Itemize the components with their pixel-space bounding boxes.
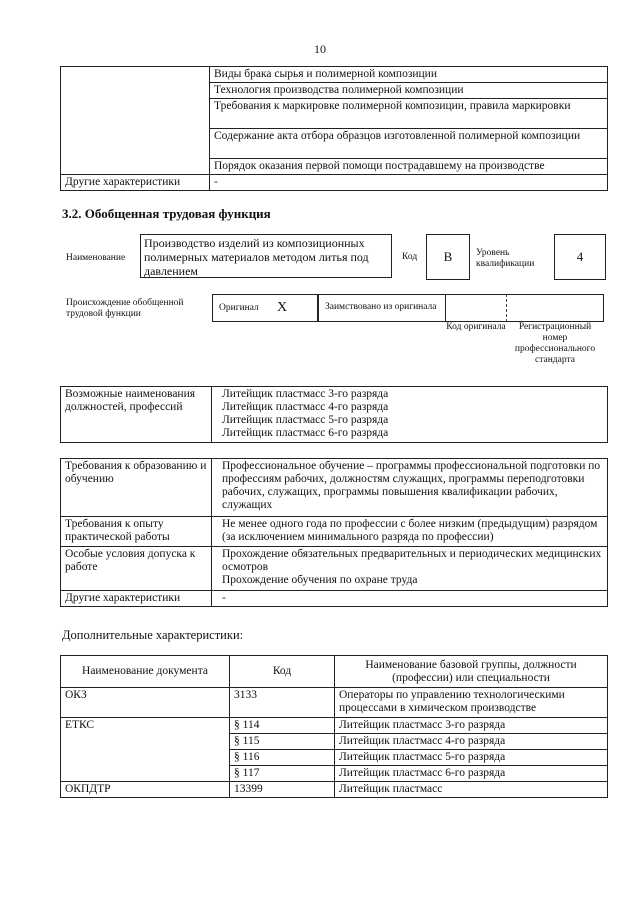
positions-label: Возможные наименования должностей, профессий — [61, 387, 212, 443]
code-cell: § 116 — [230, 750, 335, 766]
position-item: Литейщик пластмасс 6-го разряда — [222, 427, 389, 439]
name-cell: Литейщик пластмасс 4-го разряда — [335, 734, 608, 750]
original-mark: X — [277, 300, 288, 315]
code-label: Код — [402, 252, 418, 262]
additional-title: Дополнительные характеристики: — [62, 628, 244, 642]
other-label: Другие характеристики — [61, 175, 210, 191]
name-cell: Литейщик пластмасс 6-го разряда — [335, 766, 608, 782]
code-caption: Код оригинала — [446, 322, 506, 332]
code-box: В — [426, 234, 470, 280]
req-value — [212, 547, 608, 591]
doc-cell: ЕТКС — [61, 718, 230, 782]
position-item: Литейщик пластмасс 4-го разряда — [222, 401, 389, 413]
top-item: Содержание акта отбора образцов изготовленной полимерной композиции — [210, 129, 608, 159]
level-label: Уровень квалификации — [476, 248, 535, 269]
position-item: Литейщик пластмасс 3-го разряда — [222, 388, 389, 400]
code-cell: § 115 — [230, 734, 335, 750]
req-label: Требования к образованию и обучению — [61, 459, 212, 517]
code-cell: § 117 — [230, 766, 335, 782]
borrowed-box — [318, 294, 446, 322]
header-name: Наименование базовой группы, должности (профессии) или специальности — [335, 656, 608, 688]
requirements-table — [60, 458, 608, 607]
req-value-line: Прохождение обучения по охране труда — [222, 574, 418, 586]
empty-cell — [61, 67, 210, 175]
top-item: Требования к маркировке полимерной композиции, правила маркировки — [210, 99, 608, 129]
top-item: Технология производства полимерной композиции — [210, 83, 608, 99]
origin-code-cell — [446, 294, 506, 322]
section-title: 3.2. Обобщенная трудовая функция — [62, 206, 271, 221]
req-label: Другие характеристики — [61, 591, 212, 607]
origin-reg-cell — [506, 294, 604, 322]
borrowed-label: Заимствовано из оригинала — [325, 302, 437, 312]
page-number: 10 — [314, 42, 326, 56]
top-item: Порядок оказания первой помощи пострадавшему на производстве — [210, 159, 608, 175]
code-cell: 3133 — [230, 688, 335, 718]
req-value-line: Прохождение обязательных предварительных и периодических медицинских осмотров — [222, 548, 602, 573]
req-value: - — [212, 591, 608, 607]
req-value: Не менее одного года по профессии с более низким (предыдущим) разрядом (за исключением минимального разряда по профессии) — [212, 517, 608, 547]
top-characteristics-table — [60, 66, 608, 191]
origin-label: Происхождение обобщенной трудовой функции — [66, 298, 184, 319]
top-item: Виды брака сырья и полимерной композиции — [210, 67, 608, 83]
doc-cell: ОКЗ — [61, 688, 230, 718]
doc-cell: ОКПДТР — [61, 782, 230, 798]
req-value: Профессиональное обучение – программы профессиональной подготовки по профессиям рабочих, должностям служащих, программы переподготовки рабочих, служащих, программы повышения квалификации рабочих, служащих — [212, 459, 608, 517]
header-code: Код — [230, 656, 335, 688]
code-cell: 13399 — [230, 782, 335, 798]
original-box — [212, 294, 318, 322]
name-cell: Литейщик пластмасс 3-го разряда — [335, 718, 608, 734]
additional-table — [60, 655, 608, 798]
name-label: Наименование — [66, 253, 126, 263]
original-label: Оригинал — [219, 303, 259, 313]
header-doc: Наименование документа — [61, 656, 230, 688]
other-value: - — [210, 175, 608, 191]
req-label: Требования к опыту практической работы — [61, 517, 212, 547]
positions-values — [212, 387, 608, 443]
reg-caption: Регистрационный номер профессионального стандарта — [514, 322, 596, 365]
code-cell: § 114 — [230, 718, 335, 734]
positions-table — [60, 386, 608, 443]
req-label: Особые условия допуска к работе — [61, 547, 212, 591]
name-cell: Литейщик пластмасс — [335, 782, 608, 798]
name-cell: Литейщик пластмасс 5-го разряда — [335, 750, 608, 766]
level-box: 4 — [554, 234, 606, 280]
function-name-box: Производство изделий из композиционных полимерных материалов методом литья под давлением — [140, 234, 392, 278]
name-cell: Операторы по управлению технологическими процессами в химическом производстве — [335, 688, 608, 718]
position-item: Литейщик пластмасс 5-го разряда — [222, 414, 389, 426]
